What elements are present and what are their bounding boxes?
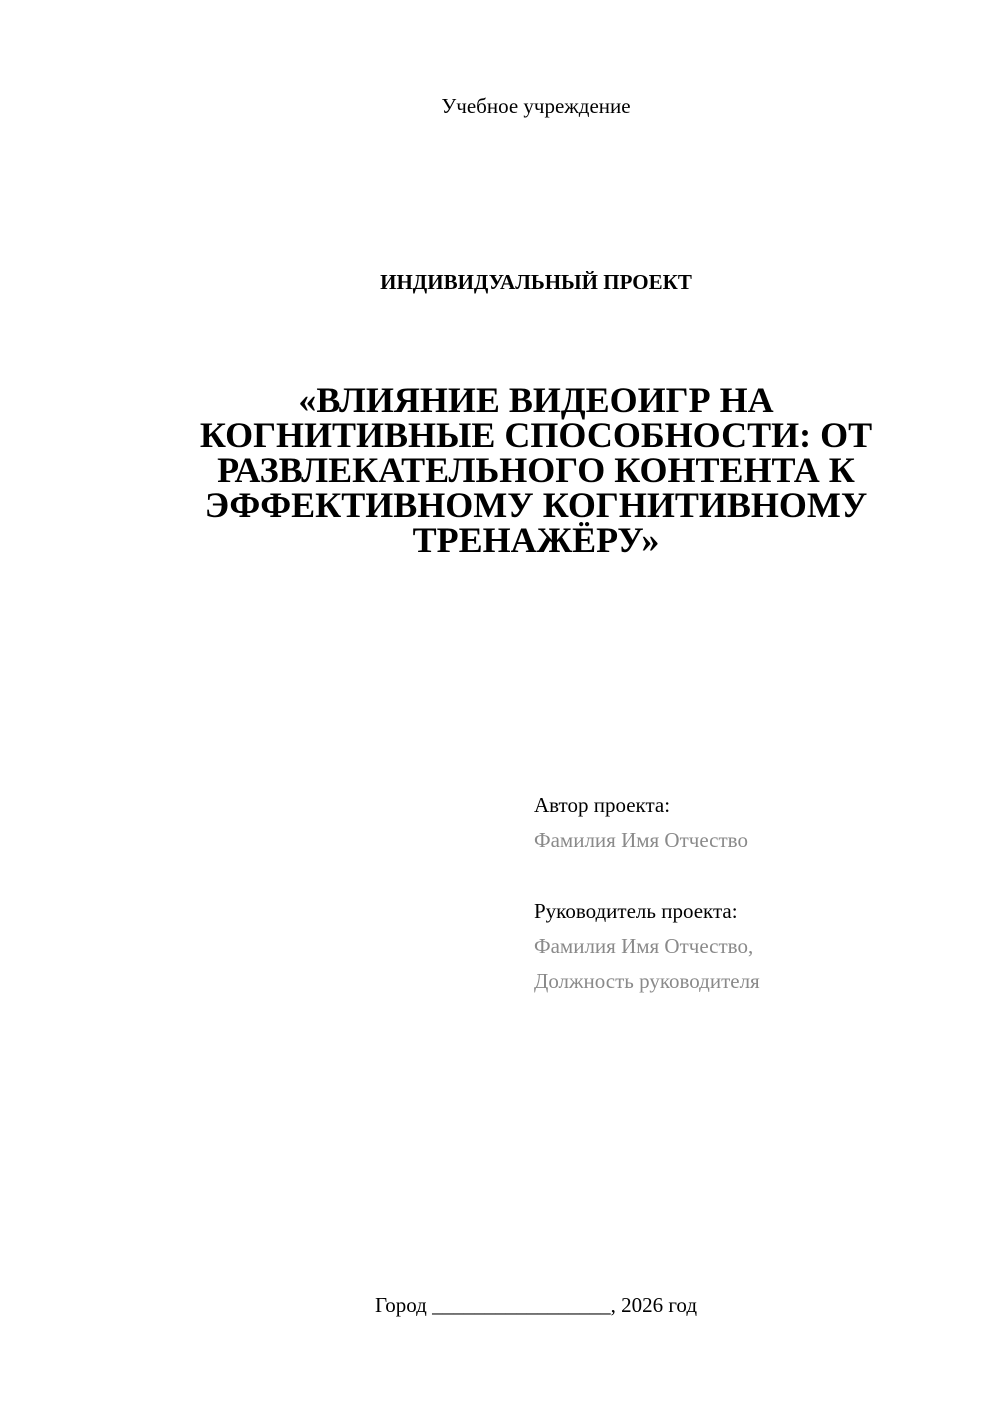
project-people-block — [534, 788, 974, 999]
author-name: Фамилия Имя Отчество — [534, 828, 748, 852]
project-title-line: ТРЕНАЖЁРУ» — [412, 520, 660, 560]
project-title-line: ЭФФЕКТИВНОМУ КОГНИТИВНОМУ — [204, 485, 868, 525]
supervisor-name: Фамилия Имя Отчество, — [534, 934, 754, 958]
supervisor-position: Должность руководителя — [534, 969, 760, 993]
project-title — [150, 380, 922, 560]
project-title-line: РАЗВЛЕКАТЕЛЬНОГО КОНТЕНТА К — [217, 450, 855, 490]
project-type-heading: ИНДИВИДУАЛЬНЫЙ ПРОЕКТ — [380, 270, 692, 294]
project-title-line: КОГНИТИВНЫЕ СПОСОБНОСТИ: ОТ — [199, 415, 873, 455]
project-title-line: «ВЛИЯНИЕ ВИДЕОИГР НА — [298, 380, 774, 420]
city-year-footer: Город _________________, 2026 год — [374, 1293, 698, 1317]
institution-name: Учебное учреждение — [441, 94, 631, 118]
supervisor-label: Руководитель проекта: — [534, 899, 738, 923]
spacer — [534, 858, 974, 894]
author-label: Автор проекта: — [534, 793, 671, 817]
